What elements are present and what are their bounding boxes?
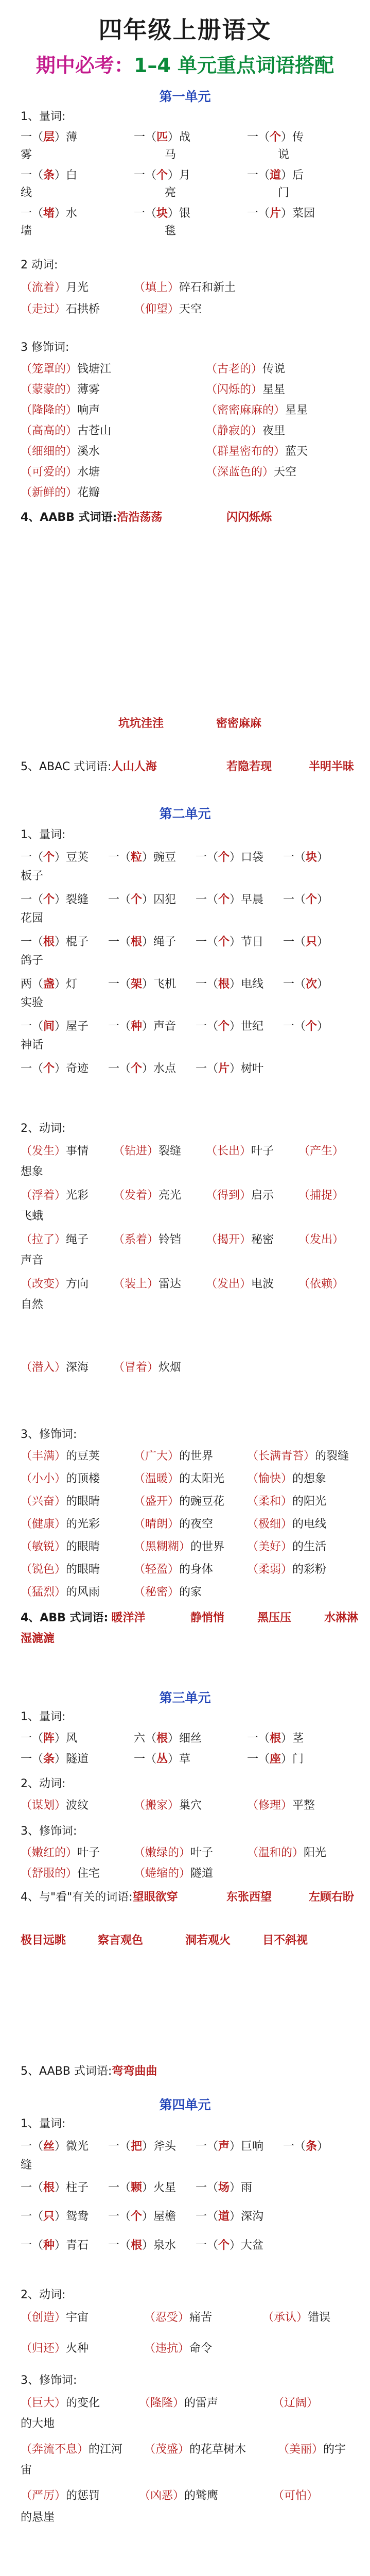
measure-item: 一（根）绳子 xyxy=(108,936,177,948)
section-heading: 2、动词: xyxy=(21,2289,66,2301)
measure-item: 一（个）奇迹 xyxy=(21,1062,89,1075)
verb-row-item: （浮着）光彩 xyxy=(21,1189,89,1202)
section-heading: 3、修饰词: xyxy=(21,2374,77,2387)
measure-item: 一（次） xyxy=(283,978,329,991)
measure-item: 一（个）屋檐 xyxy=(108,2210,177,2223)
verb-row-item: （创造）宇宙 xyxy=(21,2311,89,2324)
verb-row-item: （忍受）痛苦 xyxy=(144,2311,213,2324)
modifier-row-item: （凶恶）的鹫鹰 xyxy=(139,2489,219,2502)
measure-item: 一（根）柱子 xyxy=(21,2181,89,2194)
verb-row-item: （搬家）巢穴 xyxy=(134,1799,202,1812)
verb-row-item: （长出）叶子 xyxy=(206,1145,274,1158)
modifier-row-item: （兴奋）的眼睛 xyxy=(21,1495,100,1508)
modifier-row-item: （舒服的）住宅 xyxy=(21,1867,100,1880)
measure-row-wrap: 板子 xyxy=(21,870,44,883)
verb-row-wrap: 想象 xyxy=(21,1165,44,1178)
measure-item: 一（条） xyxy=(283,2140,329,2153)
measure-item: 一（个）节日 xyxy=(196,936,264,948)
verb-row-item: （拉了）绳子 xyxy=(21,1233,89,1246)
unit-heading: 第一单元 xyxy=(159,89,211,104)
unit-heading: 第二单元 xyxy=(159,806,211,821)
abac-row: 5、ABAC 式词语:人山人海 若隐若现 半明半昧 xyxy=(21,760,355,773)
modifier-row-item: （愉快）的想象 xyxy=(247,1472,327,1485)
section-heading: 1、量词: xyxy=(21,828,66,841)
verb-row-item: （潜入）深海 xyxy=(21,1361,89,1374)
verb-row-item: （冒着）炊烟 xyxy=(113,1361,182,1374)
measure-row-wrap: 实验 xyxy=(21,996,44,1009)
measure-item: 一（丝）微光 xyxy=(21,2140,89,2153)
modifier-row-item: （奔流不息）的江河 xyxy=(21,2443,123,2456)
verb-row-item: （钻进）裂缝 xyxy=(113,1145,182,1158)
modifier-row-item: （温和的）阳光 xyxy=(247,1846,327,1859)
measure-item: 一（场）雨 xyxy=(196,2181,253,2194)
section-heading: 3 修饰词: xyxy=(21,341,69,354)
measure-item: 一（声）巨响 xyxy=(196,2140,264,2153)
verb-row-item: （改变）方向 xyxy=(21,1278,89,1291)
aabb-row: 4、AABB 式词语:浩浩荡荡 闪闪烁烁 xyxy=(21,511,272,524)
measure-item: 六（根）细丝 xyxy=(134,1732,202,1745)
look-words-row: 4、与"看"有关的词语:望眼欲穿 东张西望 左顾右盼 xyxy=(21,1891,355,1904)
modifier-row-item: （嫩绿的）叶子 xyxy=(134,1846,214,1859)
modifier-row-item: （敏锐）的眼睛 xyxy=(21,1540,100,1553)
modifier-row-item: （柔和）的阳光 xyxy=(247,1495,327,1508)
measure-item: 一（座）门 xyxy=(247,1753,304,1766)
measure-item: 一（根）茎 xyxy=(247,1732,304,1745)
measure-item: 一（根）电线 xyxy=(196,978,264,991)
measure-item: 一（个）大盆 xyxy=(196,2239,264,2252)
measure-item: 一（架）飞机 xyxy=(108,978,177,991)
measure-item: 一（个）世纪 xyxy=(196,1020,264,1033)
modifier-row-item: （丰满）的豆荚 xyxy=(21,1450,100,1463)
measure-row-wrap: 鸽子 xyxy=(21,954,44,967)
modifier-row-item: （茂盛）的花草树木 xyxy=(144,2443,246,2456)
measure-item: 一（条）隧道 xyxy=(21,1753,89,1766)
measure-item: 一（间）屋子 xyxy=(21,1020,89,1033)
modifier-row-item: （美好）的生活 xyxy=(247,1540,327,1553)
measure-item: 一（只）鸳鸯 xyxy=(21,2210,89,2223)
measure-item: 一（种）青石 xyxy=(21,2239,89,2252)
section-heading: 2、动词: xyxy=(21,1122,66,1135)
measure-item: 一（种）声音 xyxy=(108,1020,177,1033)
verb-row-item: （系着）铃铛 xyxy=(113,1233,182,1246)
measure-item: 一（颗）火星 xyxy=(108,2181,177,2194)
section-heading: 3、修饰词: xyxy=(21,1428,77,1441)
section-heading: 3、修饰词: xyxy=(21,1825,77,1838)
modifier-row-item: （极细）的电线 xyxy=(247,1518,327,1531)
verb-row-item: （违抗）命令 xyxy=(144,2342,213,2355)
verb-row-wrap: 飞蛾 xyxy=(21,1210,44,1223)
section-heading: 2 动词: xyxy=(21,259,58,272)
unit-heading: 第三单元 xyxy=(159,1690,211,1705)
verb-row-wrap: 自然 xyxy=(21,1298,44,1311)
modifier-row-item: （广大）的世界 xyxy=(134,1450,214,1463)
verb-row-item: （修理）平整 xyxy=(247,1799,315,1812)
section-heading: 1、量词: xyxy=(21,2117,66,2130)
modifier-row-item: （柔弱）的彩粉 xyxy=(247,1563,327,1576)
measure-item: 一（根）棍子 xyxy=(21,936,89,948)
verb-row-item: （装上）雷达 xyxy=(113,1278,182,1291)
measure-row-wrap: 花园 xyxy=(21,912,44,925)
verb-row-item: （发着）亮光 xyxy=(113,1189,182,1202)
verb-row-item: （发出） xyxy=(298,1233,344,1246)
modifier-row-item: （轻盈）的身体 xyxy=(134,1563,214,1576)
verb-row-item: （依赖） xyxy=(298,1278,344,1291)
measure-item: 一（个）囚犯 xyxy=(108,893,177,906)
verb-row-item: （承认）错误 xyxy=(262,2311,331,2324)
modifier-row-item: （小小）的顶楼 xyxy=(21,1472,100,1485)
measure-item: 一（个） xyxy=(283,1020,329,1033)
page-subtitle xyxy=(0,49,370,78)
modifier-row-item: （辽阔） xyxy=(273,2397,319,2410)
measure-row-wrap: 神话 xyxy=(21,1039,44,1052)
verb-row-item: （揭开）秘密 xyxy=(206,1233,274,1246)
verb-row-item: （谋划）波纹 xyxy=(21,1799,89,1812)
measure-item: 一（个）裂缝 xyxy=(21,893,89,906)
measure-item: 一（只） xyxy=(283,936,329,948)
measure-item: 一（粒）豌豆 xyxy=(108,851,177,864)
modifier-row-wrap: 的大地 xyxy=(21,2417,55,2430)
measure-item: 一（片）树叶 xyxy=(196,1062,264,1075)
measure-item: 两（盏）灯 xyxy=(21,978,78,991)
verb-row-item: （归还）火种 xyxy=(21,2342,89,2355)
modifier-row-item: （长满青苔）的裂缝 xyxy=(247,1450,349,1463)
modifier-row-item: （严厉）的惩罚 xyxy=(21,2489,100,2502)
section-heading: 1、量词: xyxy=(21,1710,66,1723)
measure-item: 一（把）斧头 xyxy=(108,2140,177,2153)
verb-row-wrap: 声音 xyxy=(21,1254,44,1267)
abb-row: 4、ABB 式词语: 暖洋洋 静悄悄 黑压压 水淋淋 xyxy=(21,1612,359,1624)
page-title: 四年级上册语文 xyxy=(98,16,272,44)
modifier-row-item: （可怕） xyxy=(273,2489,319,2502)
modifier-row-item: （温暖）的太阳光 xyxy=(134,1472,225,1485)
section-heading: 2、动词: xyxy=(21,1777,66,1790)
aabb-row: 5、AABB 式词语:弯弯曲曲 xyxy=(21,2065,157,2078)
measure-row-wrap: 缝 xyxy=(21,2159,32,2172)
modifier-row-item: （隆隆）的雷声 xyxy=(139,2397,219,2410)
subtitle-part2: 1–4 单元重点词语搭配 xyxy=(133,54,334,77)
modifier-row-item: （晴朗）的夜空 xyxy=(134,1518,214,1531)
modifier-row-item: （蜷缩的）隧道 xyxy=(134,1867,214,1880)
verb-row-item: （捕捉） xyxy=(298,1189,344,1202)
subtitle-part1: 期中必考： xyxy=(36,54,134,77)
measure-item: 一（块） xyxy=(283,851,329,864)
measure-item: 一（个） xyxy=(283,893,329,906)
modifier-row-item: （盛开）的豌豆花 xyxy=(134,1495,225,1508)
modifier-row-item: （秘密）的家 xyxy=(134,1586,202,1599)
unit-heading: 第四单元 xyxy=(159,2097,211,2112)
measure-item: 一（个）水点 xyxy=(108,1062,177,1075)
measure-item: 一（个）口袋 xyxy=(196,851,264,864)
measure-item: 一（个）早晨 xyxy=(196,893,264,906)
measure-item: 一（个）豆荚 xyxy=(21,851,89,864)
modifier-row-item: （嫩红的）叶子 xyxy=(21,1846,100,1859)
verb-row-item: （得到）启示 xyxy=(206,1189,274,1202)
measure-item: 一（道）深沟 xyxy=(196,2210,264,2223)
modifier-row-item: （黑糊糊）的世界 xyxy=(134,1540,225,1553)
measure-item: 一（根）泉水 xyxy=(108,2239,177,2252)
verb-row-item: （发出）电波 xyxy=(206,1278,274,1291)
measure-item: 一（丛）草 xyxy=(134,1753,191,1766)
verb-row-item: （发生）事情 xyxy=(21,1145,89,1158)
modifier-row-item: （美丽）的宇 xyxy=(278,2443,346,2456)
modifier-row-wrap: 宙 xyxy=(21,2464,32,2477)
measure-item: 一（阵）风 xyxy=(21,1732,78,1745)
section-heading: 1、量词: xyxy=(21,110,66,123)
modifier-row-wrap: 的悬崖 xyxy=(21,2511,55,2524)
verb-row-item: （产生） xyxy=(298,1145,344,1158)
page: 四年级上册语文 期中必考：1–4 单元重点词语搭配 第一单元 1、量词: 一（层）薄 一（匹）战 一（个）传 雾 马 说 一（条）白 一（个）月 一（道）后 线 亮 门 一（堵）水 一（块）银 一（片）菜园 墙 毯 2 动词: （流着）月光 （填上）碎石和新土 （走过）石拱桥 （仰望）天空 3 修饰词: （笼罩的）钱塘江 （古老的）传说 （蒙蒙的）薄雾 （闪烁的）星星 （隆隆的）响声 （密密麻麻的）星星 （高高的）古苍山 （静寂的）夜里 （细细的）溪水 （群星密布的）蓝天 （可爱的）水塘 （深蓝色的）天空 （新鲜的）花瓣 4、AABB 式词语:浩浩荡荡 闪闪烁烁 坑坑洼洼 密密麻麻 5、ABAC 式词语:人山人海 若隐若现 半明半昧 第二单元 1、量词: 一（个）豆荚 一（粒）豌豆 一（个）口袋 一（块） 板子 一（个）裂缝 一（个）囚犯 一（个）早晨 一（个） 花园 一（根）棍子 一（根）绳子 一（个）节日 一（只） 鸽子 两（盏）灯 一（架）飞机 一（根）电线 一（次） 实验 一（间）屋子 一（种）声音 一（个）世纪 一（个） 神话 一（个）奇迹 一（个）水点 一（片）树叶 2、动词: （发生）事情 （钻进）裂缝 （长出）叶子 （产生） 想象 （浮着）光彩 （发着）亮光 （得到）启示 （捕捉） 飞蛾 （拉了）绳子 （系着）铃铛 （揭开）秘密 （发出） 声音 （改变）方向 （装上）雷达 （发出）电波 （依赖） 自然 （潜入）深海 （冒着）炊烟 3、修饰词: （丰满）的豆荚 （广大）的世界 （长满青苔）的裂缝 （小小）的顶楼 （温暖）的太阳光 （愉快）的想象 （兴奋）的眼睛 （盛开）的豌豆花 （柔和）的阳光 （健康）的光彩 （晴朗）的夜空 （极细）的电线 （敏锐）的眼睛 （黑糊糊）的世界 （美好）的生活 （锐色）的眼睛 （轻盈）的身体 （柔弱）的彩粉 （猛烈）的风雨 （秘密）的家 4、ABB 式词语: 暖洋洋 静悄悄 黑压压 水淋淋 湿漉漉 第三单元 1、量词: 一（阵）风 六（根）细丝 一（根）茎 一（条）隧道 一（丛）草 一（座）门 2、动词: （谋划）波纹 （搬家）巢穴 （修理）平整 3、修饰词: （嫩红的）叶子 （嫩绿的）叶子 （温和的）阳光 （舒服的）住宅 （蜷缩的）隧道 4、与"看"有关的词语:望眼欲穿 东张西望 左顾右盼 极目远眺 察言观色 洞若观火 目不斜视 5、AABB 式词语:弯弯曲曲 第四单元 1、量词: 一（丝）微光 一（把）斧头 一（声）巨响 一（条） 缝 一（根）柱子 一（颗）火星 一（场）雨 一（只）鸳鸯 一（个）屋檐 一（道）深沟 一（种）青石 一（根）泉水 一（个）大盆 2、动词: （创造）宇宙 （忍受）痛苦 （承认）错误 （归还）火种 （违抗）命令 3、修饰词: （巨大）的变化 （隆隆）的雷声 （辽阔） 的大地 （奔流不息）的江河 （茂盛）的花草树木 （美丽）的宇 宙 （严厉）的惩罚 （凶恶）的鹫鹰 （可怕） 的悬崖 xyxy=(0,0,370,2576)
modifier-row-item: （巨大）的变化 xyxy=(21,2397,100,2410)
modifier-row-item: （健康）的光彩 xyxy=(21,1518,100,1531)
modifier-row-item: （锐色）的眼睛 xyxy=(21,1563,100,1576)
modifier-row-item: （猛烈）的风雨 xyxy=(21,1586,100,1599)
